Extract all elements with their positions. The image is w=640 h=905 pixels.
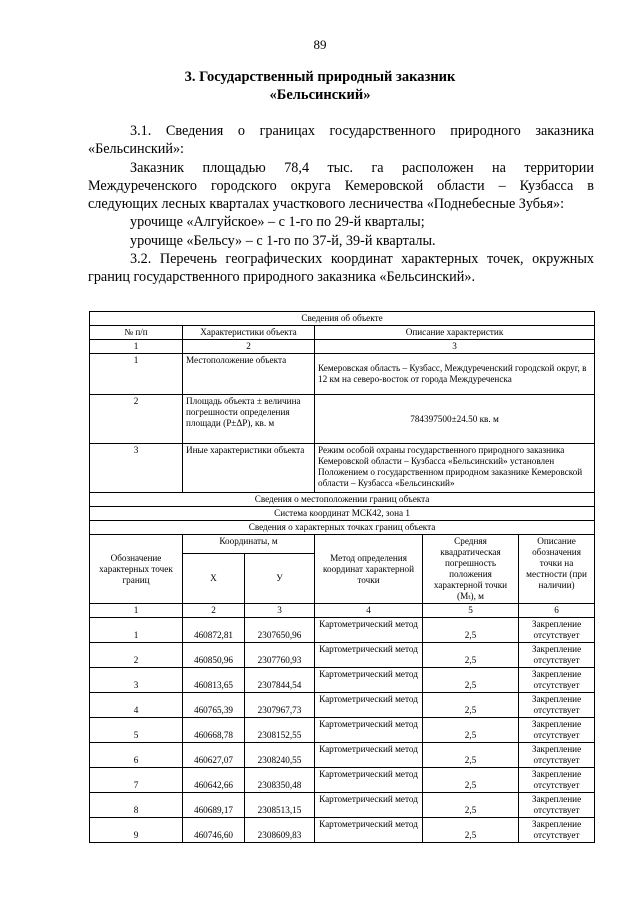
section-title-line-2: «Бельсинский» — [269, 87, 371, 103]
point-error: 2,5 — [423, 793, 519, 818]
point-y: 2308350,48 — [245, 768, 315, 793]
point-x: 460668,78 — [183, 718, 245, 743]
section-title-line-1: 3. Государственный природный заказник — [184, 69, 456, 85]
point-description: Закрепление отсутствует — [519, 818, 595, 843]
object-row-char: Иные характеристики объекта — [183, 444, 315, 493]
point-row — [90, 668, 595, 693]
pt-header-y: У — [245, 554, 315, 604]
point-row — [90, 793, 595, 818]
point-method: Картометрический метод — [315, 793, 423, 818]
point-number: 4 — [90, 693, 183, 718]
point-row — [90, 718, 595, 743]
pt-header-designation: Обозначение характерных точек границ — [90, 535, 183, 604]
object-info-table — [89, 311, 595, 843]
point-description: Закрепление отсутствует — [519, 743, 595, 768]
point-number: 9 — [90, 818, 183, 843]
point-error: 2,5 — [423, 743, 519, 768]
point-x: 460627,07 — [183, 743, 245, 768]
point-y: 2307844,54 — [245, 668, 315, 693]
pt-header-coords: Координаты, м — [183, 535, 315, 554]
paragraph-belsu: урочище «Бельсу» – с 1-го по 37-й, 39-й кварталы. — [130, 232, 436, 249]
section-title — [0, 68, 640, 104]
location-header: Сведения о местоположении границ объекта — [90, 493, 595, 507]
point-x: 460746,60 — [183, 818, 245, 843]
pt-header-method: Метод определения координат характерной точки — [315, 535, 423, 604]
point-number: 3 — [90, 668, 183, 693]
point-error: 2,5 — [423, 668, 519, 693]
pt-index-1: 1 — [90, 604, 183, 618]
point-method: Картометрический метод — [315, 818, 423, 843]
point-method: Картометрический метод — [315, 668, 423, 693]
coord-system: Система координат МСК42, зона 1 — [90, 507, 595, 521]
paragraph-area: Заказник площадью 78,4 тыс. га расположен на территории Междуреченского городского округа Кемеровской области – Кузбасса в следующих лесных кварталах участкового лесничества «Поднебесные Зубья»: — [88, 159, 594, 213]
point-number: 2 — [90, 643, 183, 668]
point-row — [90, 693, 595, 718]
point-row — [90, 643, 595, 668]
col-header-characteristic: Характеристики объекта — [183, 326, 315, 340]
pt-index-6: 6 — [519, 604, 595, 618]
point-method: Картометрический метод — [315, 743, 423, 768]
point-x: 460642,66 — [183, 768, 245, 793]
point-y: 2307650,96 — [245, 618, 315, 643]
object-row — [90, 395, 595, 444]
point-number: 7 — [90, 768, 183, 793]
paragraph-coordinates-list: 3.2. Перечень географических координат характерных точек, окружных границ государственного природного заказника «Бельсинский». — [88, 251, 594, 286]
object-row-num: 1 — [90, 354, 183, 395]
object-row-char: Местоположение объекта — [183, 354, 315, 395]
point-row — [90, 818, 595, 843]
point-number: 8 — [90, 793, 183, 818]
paragraph-algui: урочище «Алгуйское» – с 1-го по 29-й кварталы; — [130, 214, 425, 231]
point-description: Закрепление отсутствует — [519, 643, 595, 668]
point-error: 2,5 — [423, 818, 519, 843]
pt-index-3: 3 — [245, 604, 315, 618]
object-row-num: 2 — [90, 395, 183, 444]
point-method: Картометрический метод — [315, 768, 423, 793]
point-error: 2,5 — [423, 618, 519, 643]
col-header-num: № п/п — [90, 326, 183, 340]
point-y: 2308240,55 — [245, 743, 315, 768]
point-y: 2307967,73 — [245, 693, 315, 718]
body-text — [88, 122, 594, 287]
point-y: 2308152,55 — [245, 718, 315, 743]
point-error: 2,5 — [423, 768, 519, 793]
point-description: Закрепление отсутствует — [519, 618, 595, 643]
object-row-desc: 784397500±24.50 кв. м — [315, 395, 595, 444]
point-description: Закрепление отсутствует — [519, 668, 595, 693]
pt-header-desc: Описание обозначения точки на местности (при наличии) — [519, 535, 595, 604]
point-number: 1 — [90, 618, 183, 643]
point-description: Закрепление отсутствует — [519, 718, 595, 743]
point-error: 2,5 — [423, 718, 519, 743]
point-row — [90, 768, 595, 793]
pt-header-x: X — [183, 554, 245, 604]
point-error: 2,5 — [423, 643, 519, 668]
col-index-3: 3 — [315, 340, 595, 354]
point-x: 460689,17 — [183, 793, 245, 818]
col-header-description: Описание характеристик — [315, 326, 595, 340]
point-error: 2,5 — [423, 693, 519, 718]
object-row — [90, 354, 595, 395]
point-description: Закрепление отсутствует — [519, 793, 595, 818]
points-header: Сведения о характерных точках границ объекта — [90, 521, 595, 535]
point-x: 460850,96 — [183, 643, 245, 668]
pt-index-5: 5 — [423, 604, 519, 618]
point-description: Закрепление отсутствует — [519, 768, 595, 793]
point-row — [90, 743, 595, 768]
object-row-desc: Режим особой охраны государственного природного заказника Кемеровской области – Кузбасса «Бельсинский» установлен Положением о государственном природном заказнике Кемеровской области – Кузбасса «Бельсинский» — [315, 444, 595, 493]
object-info-header: Сведения об объекте — [90, 312, 595, 326]
point-method: Картометрический метод — [315, 693, 423, 718]
point-y: 2308609,83 — [245, 818, 315, 843]
point-x: 460872,81 — [183, 618, 245, 643]
pt-index-4: 4 — [315, 604, 423, 618]
point-method: Картометрический метод — [315, 643, 423, 668]
col-index-2: 2 — [183, 340, 315, 354]
point-row — [90, 618, 595, 643]
col-index-1: 1 — [90, 340, 183, 354]
point-number: 6 — [90, 743, 183, 768]
object-row — [90, 444, 595, 493]
page-number: 89 — [313, 37, 327, 52]
point-x: 460765,39 — [183, 693, 245, 718]
point-method: Картометрический метод — [315, 618, 423, 643]
object-row-num: 3 — [90, 444, 183, 493]
object-row-desc: Кемеровская область – Кузбасс, Междуреченский городской округ, в 12 км на северо-восток от города Междуреченска — [315, 354, 595, 395]
object-row-char: Площадь объекта ± величина погрешности определения площади (P±ΔP), кв. м — [183, 395, 315, 444]
point-x: 460813,65 — [183, 668, 245, 693]
point-description: Закрепление отсутствует — [519, 693, 595, 718]
paragraph-boundaries: 3.1. Сведения о границах государственного природного заказника «Бельсинский»: — [88, 123, 594, 158]
pt-header-error: Средняя квадратическая погрешность положения характерной точки (Mₜ), м — [423, 535, 519, 604]
point-y: 2307760,93 — [245, 643, 315, 668]
pt-index-2: 2 — [183, 604, 245, 618]
point-number: 5 — [90, 718, 183, 743]
point-method: Картометрический метод — [315, 718, 423, 743]
point-y: 2308513,15 — [245, 793, 315, 818]
